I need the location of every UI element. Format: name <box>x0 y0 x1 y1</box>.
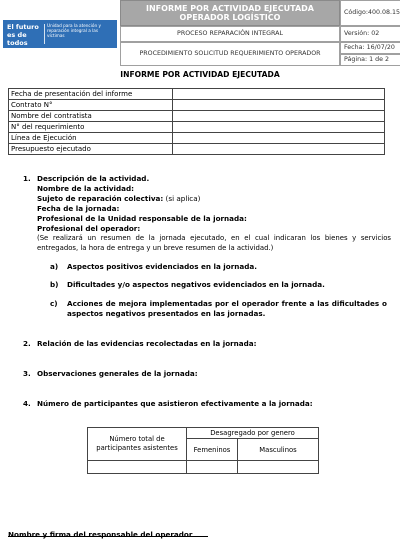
male-column-header: Masculinos <box>238 439 319 461</box>
section-heading: Relación de las evidencias recolectadas en la jornada: <box>37 339 257 348</box>
operator-signature-label: Nombre y firma del responsable del operador <box>8 530 193 539</box>
section-heading: Descripción de la actividad. <box>37 174 150 183</box>
info-label: Contrato N° <box>9 100 173 111</box>
session-date-label: Fecha de la jornada: <box>37 204 120 213</box>
item-text: Dificultades y/o aspectos negativos evidenciados en la jornada. <box>67 280 325 289</box>
summary-instructions: (Se realizará un resumen de la jornada ejecutado, en el cual indicaran los bienes y servicios entregados, la hora de entrega y un breve resumen de la actividad.) <box>37 234 391 252</box>
report-title: INFORME POR ACTIVIDAD EJECUTADA <box>120 70 280 79</box>
item-letter: a) <box>50 262 59 271</box>
male-count-field[interactable] <box>238 461 319 474</box>
logo-divider <box>44 24 45 44</box>
document-header <box>0 0 400 66</box>
document-date: Fecha: 16/07/20 <box>340 42 400 54</box>
document-code: Código:400.08.15 <box>340 0 400 26</box>
logo-slogan: El futuro es de todos <box>7 23 39 47</box>
section-number: 3. <box>23 369 31 378</box>
info-row <box>9 122 385 133</box>
female-count-field[interactable] <box>187 461 238 474</box>
operator-professional-label: Profesional del operador: <box>37 224 141 233</box>
total-participants-header: Número total de participantes asistentes <box>88 428 187 461</box>
info-label: Presupuesto ejecutado <box>9 144 173 155</box>
info-value-field[interactable] <box>173 89 385 100</box>
item-letter: c) <box>50 299 58 308</box>
report-info-table <box>8 88 385 155</box>
info-row <box>9 133 385 144</box>
logo-container <box>0 0 120 66</box>
info-label: Fecha de presentación del informe <box>9 89 173 100</box>
info-label: Línea de Ejecución <box>9 133 173 144</box>
info-label: N° del requerimiento <box>9 122 173 133</box>
info-row <box>9 111 385 122</box>
form-title: INFORME POR ACTIVIDAD EJECUTADA OPERADOR LOGÍSTICO <box>120 0 340 26</box>
section-heading: Número de participantes que asistieron efectivamente a la jornada: <box>37 399 313 408</box>
item-text: Acciones de mejora implementadas por el operador frente a las dificultades o aspectos negativos presentados en las jornadas. <box>67 299 387 318</box>
section-number: 1. <box>23 174 31 183</box>
info-value-field[interactable] <box>173 100 385 111</box>
activity-name-label: Nombre de la actividad: <box>37 184 135 193</box>
info-label: Nombre del contratista <box>9 111 173 122</box>
info-row <box>9 144 385 155</box>
info-row <box>9 89 385 100</box>
government-logo <box>3 20 117 48</box>
section-number: 4. <box>23 399 31 408</box>
participants-table <box>87 427 319 474</box>
collective-subject-text: Sujeto de reparación colectiva: <box>37 194 164 203</box>
item-letter: b) <box>50 280 59 289</box>
page-number: Página: 1 de 2 <box>340 54 400 66</box>
optional-hint: (si aplica) <box>163 194 201 203</box>
female-column-header: Femeninos <box>187 439 238 461</box>
section-number: 2. <box>23 339 31 348</box>
info-value-field[interactable] <box>173 144 385 155</box>
unit-professional-label: Profesional de la Unidad responsable de la jornada: <box>37 214 247 223</box>
section-heading: Observaciones generales de la jornada: <box>37 369 198 378</box>
info-value-field[interactable] <box>173 133 385 144</box>
info-row <box>9 100 385 111</box>
info-value-field[interactable] <box>173 122 385 133</box>
info-value-field[interactable] <box>173 111 385 122</box>
collective-subject-label <box>37 194 200 204</box>
process-name: PROCESO REPARACIÓN INTEGRAL <box>120 26 340 42</box>
document-version: Versión: 02 <box>340 26 400 42</box>
gender-breakdown-header: Desagregado por genero <box>187 428 319 439</box>
item-text: Aspectos positivos evidenciados en la jornada. <box>67 262 257 271</box>
total-participants-field[interactable] <box>88 461 187 474</box>
procedure-name: PROCEDIMIENTO SOLICITUD REQUERIMIENTO OPERADOR <box>120 42 340 66</box>
logo-entity-name: Unidad para la atención y reparación integral a las víctimas <box>47 23 101 38</box>
